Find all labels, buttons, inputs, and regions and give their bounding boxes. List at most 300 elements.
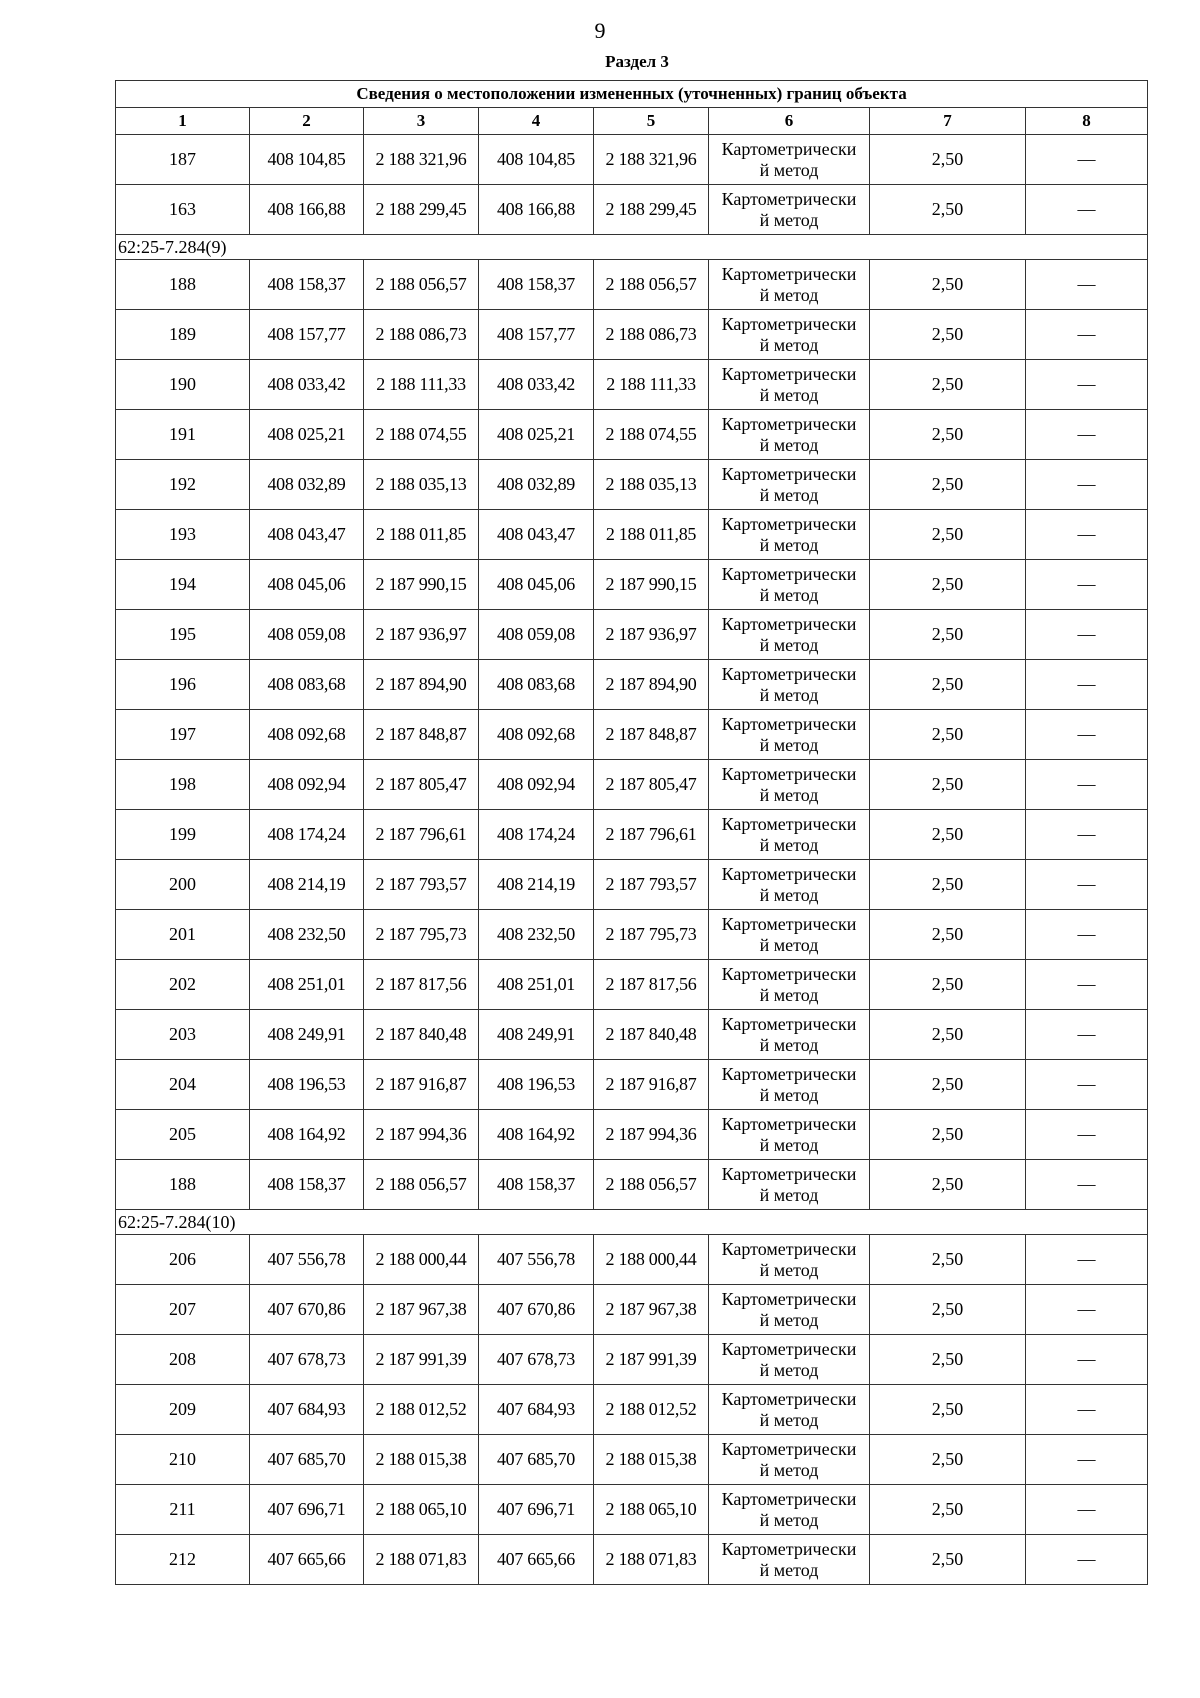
method-line2: й метод xyxy=(759,684,819,705)
y-new-cell: 2 188 056,57 xyxy=(594,260,709,310)
method-line1: Картометрически xyxy=(721,563,857,584)
table-row xyxy=(116,1160,1148,1210)
note-cell: — xyxy=(1026,860,1148,910)
method-line1: Картометрически xyxy=(721,188,857,209)
method-line2: й метод xyxy=(759,534,819,555)
x-new-cell: 408 158,37 xyxy=(479,1160,594,1210)
column-number: 4 xyxy=(479,108,594,135)
x-new-cell: 407 685,70 xyxy=(479,1435,594,1485)
method-line2: й метод xyxy=(759,384,819,405)
method-line2: й метод xyxy=(759,834,819,855)
table-row xyxy=(116,810,1148,860)
method-line2: й метод xyxy=(759,334,819,355)
method-line1: Картометрически xyxy=(721,1388,857,1409)
point-number-cell: 198 xyxy=(116,760,250,810)
note-cell: — xyxy=(1026,810,1148,860)
method-line1: Картометрически xyxy=(721,1113,857,1134)
table-row xyxy=(116,610,1148,660)
method-cell xyxy=(709,1285,870,1335)
point-number-cell: 197 xyxy=(116,710,250,760)
x-new-cell: 408 033,42 xyxy=(479,360,594,410)
note-cell: — xyxy=(1026,1485,1148,1535)
x-new-cell: 407 670,86 xyxy=(479,1285,594,1335)
note-cell: — xyxy=(1026,1060,1148,1110)
y-existing-cell: 2 187 793,57 xyxy=(364,860,479,910)
point-number-cell: 199 xyxy=(116,810,250,860)
boundary-coordinates-table xyxy=(115,80,1148,1585)
group-label: 62:25-7.284(10) xyxy=(116,1210,1148,1235)
y-existing-cell: 2 188 086,73 xyxy=(364,310,479,360)
column-number-row xyxy=(116,108,1148,135)
accuracy-cell: 2,50 xyxy=(870,1485,1026,1535)
x-existing-cell: 408 158,37 xyxy=(250,1160,364,1210)
x-new-cell: 408 164,92 xyxy=(479,1110,594,1160)
method-cell xyxy=(709,810,870,860)
accuracy-cell: 2,50 xyxy=(870,1285,1026,1335)
method-cell xyxy=(709,185,870,235)
x-existing-cell: 408 083,68 xyxy=(250,660,364,710)
accuracy-cell: 2,50 xyxy=(870,760,1026,810)
y-new-cell: 2 187 817,56 xyxy=(594,960,709,1010)
accuracy-cell: 2,50 xyxy=(870,1060,1026,1110)
y-new-cell: 2 188 015,38 xyxy=(594,1435,709,1485)
accuracy-cell: 2,50 xyxy=(870,960,1026,1010)
column-number: 8 xyxy=(1026,108,1148,135)
column-number: 6 xyxy=(709,108,870,135)
point-number-cell: 192 xyxy=(116,460,250,510)
note-cell: — xyxy=(1026,260,1148,310)
note-cell: — xyxy=(1026,660,1148,710)
table-row xyxy=(116,760,1148,810)
method-cell xyxy=(709,1010,870,1060)
y-existing-cell: 2 188 299,45 xyxy=(364,185,479,235)
x-new-cell: 408 166,88 xyxy=(479,185,594,235)
x-existing-cell: 407 678,73 xyxy=(250,1335,364,1385)
method-line2: й метод xyxy=(759,884,819,905)
method-cell xyxy=(709,410,870,460)
note-cell: — xyxy=(1026,1010,1148,1060)
point-number-cell: 188 xyxy=(116,260,250,310)
y-existing-cell: 2 188 035,13 xyxy=(364,460,479,510)
table-row xyxy=(116,960,1148,1010)
accuracy-cell: 2,50 xyxy=(870,910,1026,960)
method-cell xyxy=(709,1235,870,1285)
table-row xyxy=(116,1335,1148,1385)
column-number: 1 xyxy=(116,108,250,135)
table-row xyxy=(116,410,1148,460)
method-line2: й метод xyxy=(759,634,819,655)
x-new-cell: 408 032,89 xyxy=(479,460,594,510)
note-cell: — xyxy=(1026,560,1148,610)
accuracy-cell: 2,50 xyxy=(870,610,1026,660)
method-line1: Картометрически xyxy=(721,863,857,884)
point-number-cell: 195 xyxy=(116,610,250,660)
method-line1: Картометрически xyxy=(721,1238,857,1259)
accuracy-cell: 2,50 xyxy=(870,1535,1026,1585)
x-existing-cell: 408 033,42 xyxy=(250,360,364,410)
method-line1: Картометрически xyxy=(721,313,857,334)
x-existing-cell: 408 032,89 xyxy=(250,460,364,510)
x-new-cell: 408 174,24 xyxy=(479,810,594,860)
point-number-cell: 193 xyxy=(116,510,250,560)
method-line1: Картометрически xyxy=(721,1538,857,1559)
method-line2: й метод xyxy=(759,1309,819,1330)
column-number: 3 xyxy=(364,108,479,135)
y-new-cell: 2 187 994,36 xyxy=(594,1110,709,1160)
x-new-cell: 408 092,68 xyxy=(479,710,594,760)
x-existing-cell: 408 043,47 xyxy=(250,510,364,560)
x-new-cell: 408 025,21 xyxy=(479,410,594,460)
note-cell: — xyxy=(1026,960,1148,1010)
x-existing-cell: 408 104,85 xyxy=(250,135,364,185)
y-new-cell: 2 188 056,57 xyxy=(594,1160,709,1210)
x-new-cell: 408 196,53 xyxy=(479,1060,594,1110)
method-line2: й метод xyxy=(759,734,819,755)
method-line2: й метод xyxy=(759,934,819,955)
y-new-cell: 2 188 074,55 xyxy=(594,410,709,460)
point-number-cell: 203 xyxy=(116,1010,250,1060)
accuracy-cell: 2,50 xyxy=(870,1335,1026,1385)
y-existing-cell: 2 187 991,39 xyxy=(364,1335,479,1385)
method-cell xyxy=(709,1160,870,1210)
accuracy-cell: 2,50 xyxy=(870,310,1026,360)
method-cell xyxy=(709,1060,870,1110)
table-row xyxy=(116,310,1148,360)
method-line1: Картометрически xyxy=(721,463,857,484)
note-cell: — xyxy=(1026,360,1148,410)
point-number-cell: 196 xyxy=(116,660,250,710)
accuracy-cell: 2,50 xyxy=(870,135,1026,185)
point-number-cell: 210 xyxy=(116,1435,250,1485)
x-new-cell: 408 043,47 xyxy=(479,510,594,560)
y-existing-cell: 2 188 011,85 xyxy=(364,510,479,560)
method-line1: Картометрически xyxy=(721,1488,857,1509)
table-row xyxy=(116,1060,1148,1110)
method-line1: Картометрически xyxy=(721,413,857,434)
x-existing-cell: 407 696,71 xyxy=(250,1485,364,1535)
accuracy-cell: 2,50 xyxy=(870,810,1026,860)
y-existing-cell: 2 187 848,87 xyxy=(364,710,479,760)
x-existing-cell: 408 158,37 xyxy=(250,260,364,310)
y-existing-cell: 2 188 065,10 xyxy=(364,1485,479,1535)
method-line1: Картометрически xyxy=(721,663,857,684)
y-new-cell: 2 188 299,45 xyxy=(594,185,709,235)
x-new-cell: 408 251,01 xyxy=(479,960,594,1010)
accuracy-cell: 2,50 xyxy=(870,710,1026,760)
table-row xyxy=(116,560,1148,610)
y-new-cell: 2 187 990,15 xyxy=(594,560,709,610)
y-new-cell: 2 187 991,39 xyxy=(594,1335,709,1385)
point-number-cell: 205 xyxy=(116,1110,250,1160)
method-cell xyxy=(709,1535,870,1585)
method-line2: й метод xyxy=(759,1359,819,1380)
y-existing-cell: 2 188 321,96 xyxy=(364,135,479,185)
method-cell xyxy=(709,710,870,760)
y-existing-cell: 2 187 967,38 xyxy=(364,1285,479,1335)
group-label: 62:25-7.284(9) xyxy=(116,235,1148,260)
point-number-cell: 189 xyxy=(116,310,250,360)
table-row xyxy=(116,1435,1148,1485)
method-line1: Картометрически xyxy=(721,1338,857,1359)
table-row xyxy=(116,510,1148,560)
y-new-cell: 2 187 894,90 xyxy=(594,660,709,710)
accuracy-cell: 2,50 xyxy=(870,1235,1026,1285)
table-row xyxy=(116,860,1148,910)
y-existing-cell: 2 188 071,83 xyxy=(364,1535,479,1585)
note-cell: — xyxy=(1026,610,1148,660)
method-line1: Картометрически xyxy=(721,763,857,784)
table-row xyxy=(116,910,1148,960)
x-new-cell: 407 696,71 xyxy=(479,1485,594,1535)
y-existing-cell: 2 187 795,73 xyxy=(364,910,479,960)
table-row xyxy=(116,1235,1148,1285)
method-cell xyxy=(709,960,870,1010)
x-existing-cell: 407 556,78 xyxy=(250,1235,364,1285)
x-new-cell: 408 092,94 xyxy=(479,760,594,810)
method-line2: й метод xyxy=(759,784,819,805)
method-cell xyxy=(709,1385,870,1435)
method-line1: Картометрически xyxy=(721,1063,857,1084)
table-row xyxy=(116,1110,1148,1160)
x-new-cell: 408 045,06 xyxy=(479,560,594,610)
table-row xyxy=(116,460,1148,510)
note-cell: — xyxy=(1026,460,1148,510)
y-existing-cell: 2 187 990,15 xyxy=(364,560,479,610)
method-cell xyxy=(709,1110,870,1160)
method-line1: Картометрически xyxy=(721,263,857,284)
y-new-cell: 2 188 111,33 xyxy=(594,360,709,410)
note-cell: — xyxy=(1026,185,1148,235)
accuracy-cell: 2,50 xyxy=(870,1160,1026,1210)
method-line2: й метод xyxy=(759,159,819,180)
y-existing-cell: 2 188 111,33 xyxy=(364,360,479,410)
note-cell: — xyxy=(1026,1335,1148,1385)
y-new-cell: 2 187 848,87 xyxy=(594,710,709,760)
table-row xyxy=(116,1010,1148,1060)
y-new-cell: 2 187 796,61 xyxy=(594,810,709,860)
method-cell xyxy=(709,1335,870,1385)
note-cell: — xyxy=(1026,135,1148,185)
y-existing-cell: 2 187 916,87 xyxy=(364,1060,479,1110)
x-existing-cell: 408 025,21 xyxy=(250,410,364,460)
method-line2: й метод xyxy=(759,1134,819,1155)
method-line2: й метод xyxy=(759,209,819,230)
x-existing-cell: 407 684,93 xyxy=(250,1385,364,1435)
table-caption: Сведения о местоположении измененных (уточненных) границ объекта xyxy=(116,81,1148,108)
method-line2: й метод xyxy=(759,984,819,1005)
group-header-row xyxy=(116,1210,1148,1235)
y-new-cell: 2 187 805,47 xyxy=(594,760,709,810)
x-new-cell: 407 678,73 xyxy=(479,1335,594,1385)
method-line2: й метод xyxy=(759,1459,819,1480)
x-new-cell: 408 059,08 xyxy=(479,610,594,660)
method-line2: й метод xyxy=(759,1184,819,1205)
method-line2: й метод xyxy=(759,1409,819,1430)
point-number-cell: 200 xyxy=(116,860,250,910)
x-existing-cell: 408 092,68 xyxy=(250,710,364,760)
x-existing-cell: 408 214,19 xyxy=(250,860,364,910)
table-row xyxy=(116,1385,1148,1435)
accuracy-cell: 2,50 xyxy=(870,185,1026,235)
y-existing-cell: 2 187 994,36 xyxy=(364,1110,479,1160)
x-existing-cell: 407 670,86 xyxy=(250,1285,364,1335)
x-new-cell: 408 158,37 xyxy=(479,260,594,310)
table-row xyxy=(116,660,1148,710)
note-cell: — xyxy=(1026,510,1148,560)
page-number: 9 xyxy=(594,18,606,43)
x-existing-cell: 407 665,66 xyxy=(250,1535,364,1585)
method-line1: Картометрически xyxy=(721,1438,857,1459)
method-line2: й метод xyxy=(759,1084,819,1105)
method-cell xyxy=(709,560,870,610)
x-existing-cell: 408 092,94 xyxy=(250,760,364,810)
x-new-cell: 408 232,50 xyxy=(479,910,594,960)
x-existing-cell: 408 249,91 xyxy=(250,1010,364,1060)
method-line1: Картометрически xyxy=(721,713,857,734)
method-line2: й метод xyxy=(759,1034,819,1055)
column-number: 7 xyxy=(870,108,1026,135)
y-new-cell: 2 188 011,85 xyxy=(594,510,709,560)
y-existing-cell: 2 188 056,57 xyxy=(364,260,479,310)
x-existing-cell: 408 164,92 xyxy=(250,1110,364,1160)
point-number-cell: 201 xyxy=(116,910,250,960)
method-line2: й метод xyxy=(759,484,819,505)
y-new-cell: 2 188 035,13 xyxy=(594,460,709,510)
method-cell xyxy=(709,360,870,410)
x-new-cell: 407 684,93 xyxy=(479,1385,594,1435)
method-line1: Картометрически xyxy=(721,913,857,934)
method-line1: Картометрически xyxy=(721,963,857,984)
y-existing-cell: 2 188 012,52 xyxy=(364,1385,479,1435)
note-cell: — xyxy=(1026,1235,1148,1285)
accuracy-cell: 2,50 xyxy=(870,260,1026,310)
y-existing-cell: 2 187 936,97 xyxy=(364,610,479,660)
method-cell xyxy=(709,910,870,960)
y-new-cell: 2 187 967,38 xyxy=(594,1285,709,1335)
method-cell xyxy=(709,760,870,810)
method-line2: й метод xyxy=(759,584,819,605)
accuracy-cell: 2,50 xyxy=(870,660,1026,710)
y-new-cell: 2 188 000,44 xyxy=(594,1235,709,1285)
y-new-cell: 2 188 071,83 xyxy=(594,1535,709,1585)
method-line2: й метод xyxy=(759,1559,819,1580)
x-new-cell: 408 214,19 xyxy=(479,860,594,910)
accuracy-cell: 2,50 xyxy=(870,360,1026,410)
point-number-cell: 212 xyxy=(116,1535,250,1585)
accuracy-cell: 2,50 xyxy=(870,1010,1026,1060)
table-row xyxy=(116,1485,1148,1535)
method-cell xyxy=(709,610,870,660)
y-new-cell: 2 188 321,96 xyxy=(594,135,709,185)
table-body xyxy=(116,135,1148,1585)
accuracy-cell: 2,50 xyxy=(870,510,1026,560)
method-cell xyxy=(709,260,870,310)
x-new-cell: 408 157,77 xyxy=(479,310,594,360)
x-existing-cell: 408 059,08 xyxy=(250,610,364,660)
method-line2: й метод xyxy=(759,434,819,455)
table-row xyxy=(116,185,1148,235)
accuracy-cell: 2,50 xyxy=(870,1110,1026,1160)
method-line1: Картометрически xyxy=(721,513,857,534)
note-cell: — xyxy=(1026,1435,1148,1485)
note-cell: — xyxy=(1026,760,1148,810)
y-existing-cell: 2 188 056,57 xyxy=(364,1160,479,1210)
accuracy-cell: 2,50 xyxy=(870,1435,1026,1485)
point-number-cell: 163 xyxy=(116,185,250,235)
method-cell xyxy=(709,1485,870,1535)
method-cell xyxy=(709,1435,870,1485)
method-cell xyxy=(709,460,870,510)
table-row xyxy=(116,1535,1148,1585)
y-existing-cell: 2 187 894,90 xyxy=(364,660,479,710)
y-new-cell: 2 188 086,73 xyxy=(594,310,709,360)
accuracy-cell: 2,50 xyxy=(870,860,1026,910)
note-cell: — xyxy=(1026,1160,1148,1210)
point-number-cell: 207 xyxy=(116,1285,250,1335)
point-number-cell: 187 xyxy=(116,135,250,185)
y-existing-cell: 2 188 074,55 xyxy=(364,410,479,460)
table-row xyxy=(116,260,1148,310)
point-number-cell: 202 xyxy=(116,960,250,1010)
point-number-cell: 191 xyxy=(116,410,250,460)
y-new-cell: 2 188 065,10 xyxy=(594,1485,709,1535)
x-existing-cell: 407 685,70 xyxy=(250,1435,364,1485)
point-number-cell: 206 xyxy=(116,1235,250,1285)
note-cell: — xyxy=(1026,910,1148,960)
method-line2: й метод xyxy=(759,1509,819,1530)
note-cell: — xyxy=(1026,410,1148,460)
note-cell: — xyxy=(1026,1385,1148,1435)
x-existing-cell: 408 196,53 xyxy=(250,1060,364,1110)
x-existing-cell: 408 166,88 xyxy=(250,185,364,235)
accuracy-cell: 2,50 xyxy=(870,410,1026,460)
method-line1: Картометрически xyxy=(721,813,857,834)
method-cell xyxy=(709,310,870,360)
method-cell xyxy=(709,860,870,910)
x-existing-cell: 408 174,24 xyxy=(250,810,364,860)
x-existing-cell: 408 232,50 xyxy=(250,910,364,960)
y-existing-cell: 2 187 817,56 xyxy=(364,960,479,1010)
note-cell: — xyxy=(1026,310,1148,360)
point-number-cell: 188 xyxy=(116,1160,250,1210)
method-cell xyxy=(709,660,870,710)
y-existing-cell: 2 187 796,61 xyxy=(364,810,479,860)
point-number-cell: 208 xyxy=(116,1335,250,1385)
y-new-cell: 2 187 840,48 xyxy=(594,1010,709,1060)
table-row xyxy=(116,360,1148,410)
method-line2: й метод xyxy=(759,284,819,305)
x-existing-cell: 408 045,06 xyxy=(250,560,364,610)
x-new-cell: 407 556,78 xyxy=(479,1235,594,1285)
method-line1: Картометрически xyxy=(721,138,857,159)
x-new-cell: 408 104,85 xyxy=(479,135,594,185)
point-number-cell: 209 xyxy=(116,1385,250,1435)
method-line1: Картометрически xyxy=(721,363,857,384)
table-row xyxy=(116,135,1148,185)
column-number: 2 xyxy=(250,108,364,135)
y-existing-cell: 2 188 000,44 xyxy=(364,1235,479,1285)
note-cell: — xyxy=(1026,1285,1148,1335)
method-line2: й метод xyxy=(759,1259,819,1280)
x-existing-cell: 408 251,01 xyxy=(250,960,364,1010)
y-existing-cell: 2 187 840,48 xyxy=(364,1010,479,1060)
section-title: Раздел 3 xyxy=(605,52,669,71)
y-existing-cell: 2 187 805,47 xyxy=(364,760,479,810)
y-new-cell: 2 187 793,57 xyxy=(594,860,709,910)
y-new-cell: 2 188 012,52 xyxy=(594,1385,709,1435)
note-cell: — xyxy=(1026,1535,1148,1585)
point-number-cell: 204 xyxy=(116,1060,250,1110)
